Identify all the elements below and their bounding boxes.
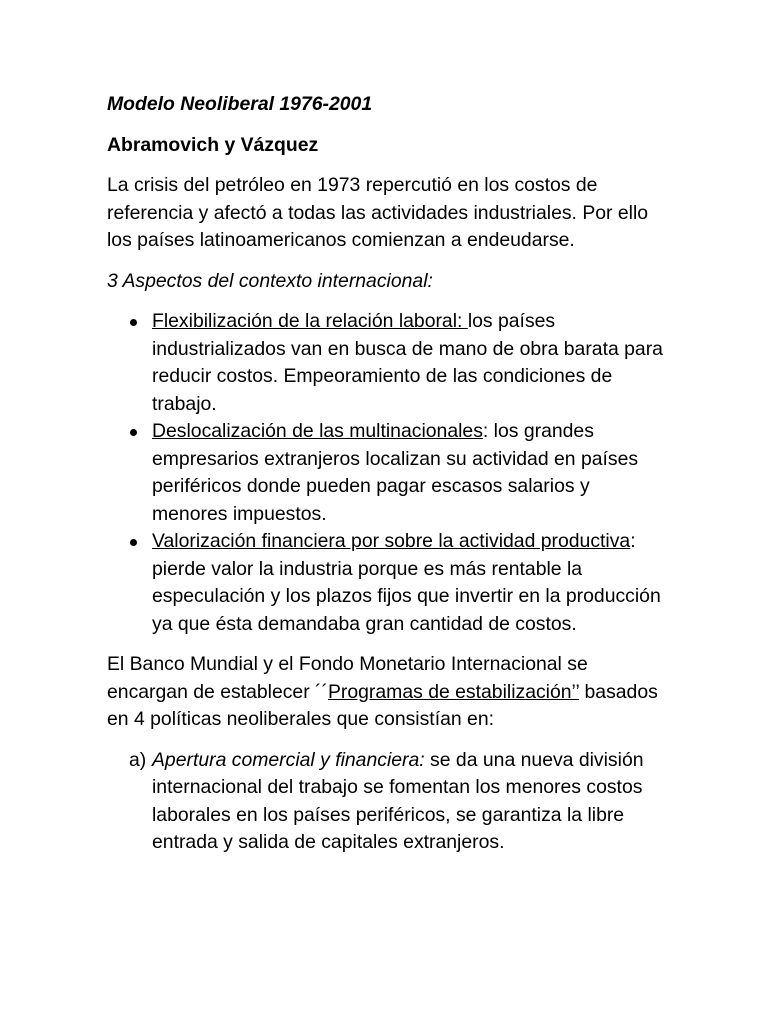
aspect-item (107, 308, 667, 418)
document-page (107, 91, 667, 857)
policy-marker: a) (129, 748, 147, 771)
aspect-text: : pierde valor la industria porque es más rentable la especulación y los plazos fijos que invertir en la producción ya que ésta demandaba gran cantidad de costos. (152, 530, 661, 635)
banks-paragraph (107, 651, 667, 734)
policy-item (107, 747, 667, 857)
intro-paragraph: La crisis del petróleo en 1973 repercutió en los costos de referencia y afectó a todas las actividades industriales. Por ello los países latinoamericanos comienzan a endeudarse. (107, 174, 649, 251)
stabilization-programs-term: Programas de estabilización’’ (327, 680, 580, 703)
aspects-list (107, 308, 667, 638)
policy-term: Apertura comercial y financiera: (152, 748, 425, 771)
bullet-icon (130, 429, 137, 436)
banks-text-before: El Banco Mundial y el Fondo Monetario Internacional se encargan de establecer ´´ (107, 653, 588, 703)
policy-text: se da una nueva división internacional del trabajo se fomentan los menores costos laborales en los países periféricos, se garantiza la libre entrada y salida de capitales extranjeros. (152, 748, 644, 853)
aspect-term: Valorización financiera por sobre la actividad productiva (152, 530, 631, 552)
aspects-heading: 3 Aspectos del contexto internacional: (107, 269, 433, 292)
aspect-text: : los grandes empresarios extranjeros localizan su actividad en países periféricos donde pueden pagar escasos salarios y menores impuestos. (152, 420, 639, 525)
bullet-icon (130, 319, 137, 326)
aspect-item (107, 528, 667, 638)
document-title: Modelo Neoliberal 1976-2001 (107, 93, 373, 115)
aspect-term: Deslocalización de las multinacionales (152, 420, 483, 442)
policies-list (107, 747, 667, 857)
banks-text-after: basados en 4 políticas neoliberales que consistían en: (107, 680, 658, 730)
aspect-text: los países industrializados van en busca de mano de obra barata para reducir costos. Empeoramiento de las condiciones de trabajo. (152, 310, 663, 415)
document-authors: Abramovich y Vázquez (107, 133, 319, 156)
aspect-item (107, 418, 667, 528)
aspect-term: Flexibilización de la relación laboral: (152, 310, 468, 332)
bullet-icon (130, 539, 137, 546)
